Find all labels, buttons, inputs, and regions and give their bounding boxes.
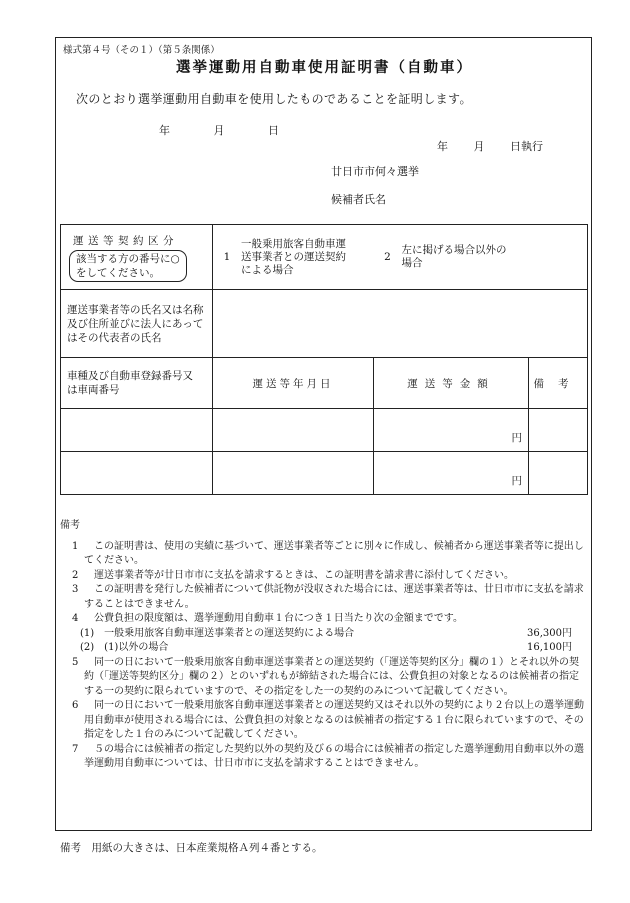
option-1-cell[interactable]: [213, 225, 374, 290]
transport-date-field[interactable]: [213, 409, 374, 452]
exec-month: 月: [473, 140, 485, 153]
date-day: 日: [268, 124, 279, 137]
remarks-header: 備考: [529, 358, 588, 409]
vehicle-number-label: 車種及び自動車登録番号又 は車両番号: [61, 358, 213, 409]
transport-date-header: 運送等年月日: [213, 358, 374, 409]
form-number: 様式第４号（その１）（第５条関係）: [63, 45, 220, 56]
transport-amount-field[interactable]: 円: [374, 452, 529, 495]
execution-date: [437, 138, 543, 154]
exec-day: 日執行: [510, 140, 543, 153]
note-item: 3 この証明書を発行した候補者について供託物が没収された場合には、運送事業者等は、廿日市市に支払を請求することはできません。: [72, 584, 584, 610]
contract-type-label: 運送等契約区分: [73, 234, 178, 247]
note-item: 5 同一の日において一般乗用旅客自動車運送事業者との運送契約（「運送等契約区分」欄の１）とそれ以外の契約（「運送等契約区分」欄の２）とのいずれもが締結された場合には、公費負担の対象となるのは候補者の指定する一の契約に限られていますので、その指定をした一の契約のみについて記載してください。: [72, 656, 579, 697]
date-year: 年: [159, 124, 170, 137]
carrier-name-field[interactable]: [213, 290, 588, 358]
notes-section: [60, 519, 587, 772]
note4-item: (2) (1)以外の場合 16,100円: [80, 642, 572, 653]
remarks-field[interactable]: [529, 409, 588, 452]
page-title: 選挙運動用自動車使用証明書（自動車）: [176, 59, 473, 76]
candidate-name-label: 候補者氏名: [331, 193, 386, 206]
intro-text: 次のとおり選挙運動用自動車を使用したものであることを証明します。: [76, 92, 472, 106]
transport-amount-field[interactable]: 円: [374, 409, 529, 452]
option-2-cell[interactable]: [374, 225, 588, 290]
paper-size-note: 備考 用紙の大きさは、日本産業規格Ａ列４番とする。: [60, 842, 323, 854]
note4-item: (1) 一般乗用旅客自動車運送事業者との運送契約による場合 36,300円: [80, 627, 572, 639]
note-item: 4 公費負担の限度額は、選挙運動用自動車１台につき１日当たり次の金額までです。: [72, 613, 463, 624]
option-2-label: 左に掲げる場合以外の 場合: [401, 244, 507, 269]
election-name: 廿日市市何々選挙: [331, 165, 419, 178]
option-1-label: 一般乗用旅客自動車運 送事業者との運送契約 による場合: [241, 237, 346, 276]
note-item: 6 同一の日において一般乗用旅客自動車運送事業者との運送契約又はそれ以外の契約により２台以上の選挙運動用自動車が使用される場合には、公費負担の対象となるのは候補者の指定する１台に限られていますので、その指定をした１台のみについて記載してください。: [72, 700, 584, 740]
note-item: 2 運送事業者等が廿日市市に支払を請求するときは、この証明書を請求書に添付してください。: [72, 569, 514, 581]
contract-type-cell: [61, 225, 213, 290]
note-item: 7 ５の場合には候補者の指定した契約以外の契約及び６の場合には候補者の指定した選挙運動用自動車以外の選挙運動用自動車については、廿日市市に支払を請求することはできません。: [72, 743, 584, 769]
date-month: 月: [213, 124, 225, 137]
note-item: 1 この証明書は、使用の実績に基づいて、運送事業者等ごとに別々に作成し、候補者から運送事業者等に提出してください。: [72, 540, 584, 566]
carrier-name-label: 運送事業者等の氏名又は名称 及び住所並びに法人にあって はその代表者の氏名: [61, 290, 213, 358]
transport-date-field[interactable]: [213, 452, 374, 495]
notes-heading: 備考: [60, 520, 80, 531]
remarks-field[interactable]: [529, 452, 588, 495]
form-frame: [55, 37, 592, 831]
contract-type-instruction: 該当する方の番号に○ をしてください。: [69, 250, 187, 282]
option-1-number[interactable]: 1: [223, 251, 231, 263]
usage-table: [60, 224, 588, 495]
exec-year: 年: [437, 140, 448, 153]
vehicle-number-field[interactable]: [61, 409, 213, 452]
vehicle-number-field[interactable]: [61, 452, 213, 495]
transport-amount-header: 運送等金額: [374, 358, 529, 409]
option-2-number[interactable]: 2: [384, 251, 391, 263]
certification-date: [159, 122, 279, 138]
